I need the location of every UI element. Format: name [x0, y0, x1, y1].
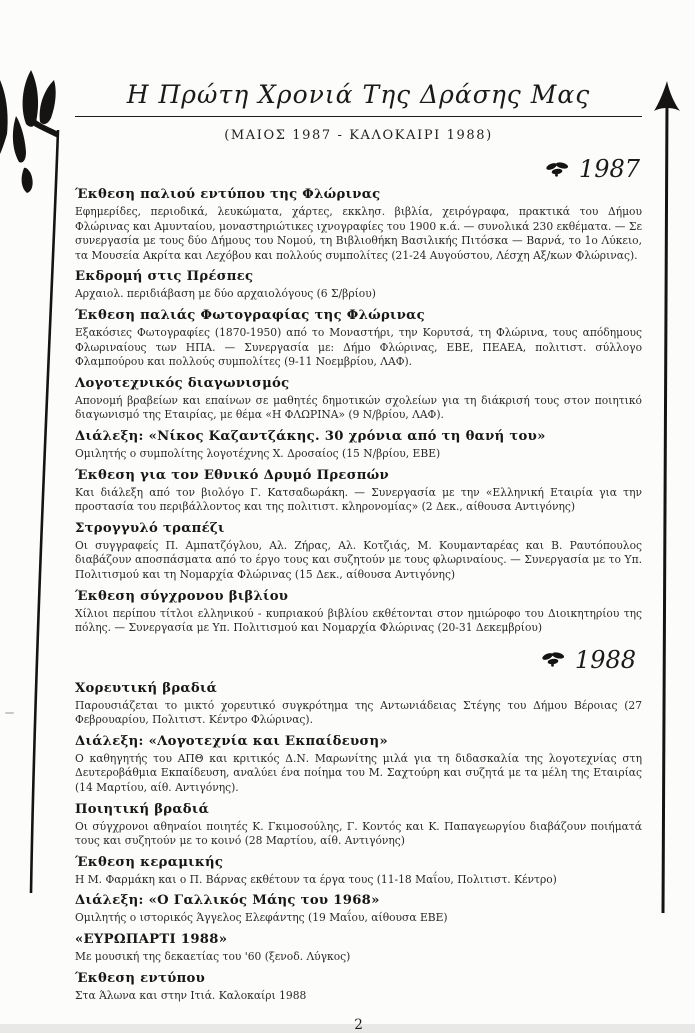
event-body: Αρχαιολ. περιδιάβαση με δύο αρχαιολόγους (6 Σ/βρίου)	[75, 287, 376, 301]
event-body: Ομιλητής ο συμπολίτης λογοτέχνης Χ. Δροσαίος (15 Ν/βρίου, ΕΒΕ)	[75, 446, 441, 460]
event-title: Ποιητική βραδιά	[75, 801, 210, 817]
event-title: Έκθεση κεραμικής	[75, 854, 224, 870]
event-section	[75, 468, 642, 515]
event-body: Η Μ. Φαρμάκη και ο Π. Βάρνας εκθέτουν τα έργα τους (11-18 Μαΐου, Πολιτιστ. Κέντρο)	[75, 872, 557, 886]
leaf-clover-icon	[541, 651, 568, 668]
document-header	[75, 80, 642, 143]
event-section	[75, 734, 642, 796]
scan-artifact	[5, 712, 14, 714]
event-body: Με μουσική της δεκαετίας του '60 (ξενοδ. Λύγκος)	[75, 950, 351, 964]
events-list	[75, 157, 642, 1003]
year-marker	[75, 157, 640, 181]
event-title: Διάλεξη: «Λογοτεχνία και Εκπαίδευση»	[75, 733, 388, 749]
page-content	[75, 80, 642, 1033]
event-title: Εκδρομή στις Πρέσπες	[75, 269, 254, 285]
event-section	[75, 681, 642, 728]
event-title: Λογοτεχνικός διαγωνισμός	[75, 375, 290, 391]
event-section	[75, 589, 642, 636]
event-body: Οι σύγχρονοι αθηναίοι ποιητές Κ. Γκιμοσούλης, Γ. Κοντός και Κ. Παπαγεωργίου διαβάζουν ποιήματά τους και συζητούν με το κοινό (28 Μαρτίου, αίθ. Αντιγόνης)	[75, 819, 642, 848]
event-title: Έκθεση για τον Εθνικό Δρυμό Πρεσπών	[75, 467, 389, 483]
event-title: Έκθεση παλιάς Φωτογραφίας της Φλώρινας	[75, 307, 425, 323]
title-underline	[75, 116, 642, 117]
event-body: Εξακόσιες Φωτογραφίες (1870-1950) από το Μοναστήρι, την Κορυτσά, τη Φλώρινα, τους απόδημους Φλωριναίους των ΗΠΑ. — Συνεργασία με: Δήμο Φλώρινας, ΕΒΕ, ΠΕΑΕΑ, πολιτιστ. σύλλογο Φλαμπούρου και πολλούς συμπολίτες (9-11 Νοεμβρίου, ΛΑΦ).	[75, 325, 642, 369]
floral-flourish-ornament	[0, 60, 80, 905]
event-body: Στα Άλωνα και στην Ιτιά. Καλοκαίρι 1988	[75, 988, 307, 1002]
event-section	[75, 269, 642, 302]
event-title: Έκθεση παλιού εντύπου της Φλώρινας	[75, 187, 381, 202]
event-section	[75, 932, 642, 965]
event-body: Και διάλεξη από τον βιολόγο Γ. Κατσαδωράκη. — Συνεργασία με την «Ελληνική Εταιρία για την προστασία του περιβάλλοντος και της πολιτιστ. κληρονομίας» (2 Δεκ., αίθουσα Αντιγόνης)	[75, 485, 642, 514]
event-section	[75, 521, 642, 583]
event-body: Εφημερίδες, περιοδικά, λευκώματα, χάρτες, εκκλησ. βιβλία, χειρόγραφα, πρακτικά του Δήμου Φλώρινας και Αμυνταίου, μοναστηριώτικες ιχνογραφίες του 1900 κ.ά. — συνολικά 230 εκθέματα. — Σε συνεργασία με τους δύο Δήμους του Νομού, τη Βιβλιοθήκη Βασιλικής Πιτόσκα — Βαρνά, το 1ο Λύκειο, τα Μουσεία Ακρίτα και Λεχόβου και πολλούς συμπολίτες (21-24 Αυγούστου, Λέσχη Αξ/κων Φλώρινας).	[75, 205, 642, 262]
event-body: Ομιλητής ο ιστορικός Άγγελος Ελεφάντης (19 Μαΐου, αίθουσα ΕΒΕ)	[75, 911, 448, 925]
event-section	[75, 376, 642, 423]
event-section	[75, 971, 642, 1004]
event-title: Έκθεση σύγχρονου βιβλίου	[75, 588, 289, 604]
event-section	[75, 802, 642, 849]
page-number: 2	[354, 1017, 363, 1033]
year-label: 1987	[578, 155, 640, 183]
event-title: Στρογγυλό τραπέζι	[75, 520, 225, 536]
year-label: 1988	[574, 645, 636, 674]
event-body: Χίλιοι περίπου τίτλοι ελληνικού - κυπριακού βιβλίου εκθέτονται στον ημιώροφο του Διοικητηρίου της πόλης. — Συνεργασία με Υπ. Πολιτισμού και Νομαρχία Φλώρινας (20-31 Δεκεμβρίου)	[75, 606, 642, 635]
event-section	[75, 187, 642, 263]
page-subtitle: (ΜΑΙΟΣ 1987 - ΚΑΛΟΚΑΙΡΙ 1988)	[224, 128, 493, 143]
event-body: Ο καθηγητής του ΑΠΘ και κριτικός Δ.Ν. Μαρωνίτης μιλά για τη διδασκαλία της λογοτεχνίας στη Δευτεροβάθμια Εκπαίδευση, αναλύει ένα ποίημα του Μ. Σαχτούρη και συζητά με τα μέλη της Εταιρίας (14 Μαρτίου, αίθ. Αντιγόνης).	[75, 751, 642, 795]
event-section	[75, 855, 642, 888]
event-title: Διάλεξη: «Ο Γαλλικός Μάης του 1968»	[75, 893, 380, 909]
up-arrow-rule	[640, 75, 695, 920]
event-title: «ΕΥΡΩΠΑΡΤΙ 1988»	[75, 932, 228, 948]
event-title: Έκθεση εντύπου	[75, 970, 206, 986]
leaf-clover-icon	[545, 161, 572, 178]
event-title: Διάλεξη: «Νίκος Καζαντζάκης. 30 χρόνια από τη θανή του»	[75, 428, 546, 444]
page-title: Η Πρώτη Χρονιά Της Δράσης Μας	[126, 80, 591, 109]
event-body: Οι συγγραφείς Π. Αμπατζόγλου, Αλ. Ζήρας, Αλ. Κοτζιάς, Μ. Κουμανταρέας και Β. Ραυτόπουλος διαβάζουν αποσπάσματα από το έργο τους και συζητούν με τους φλωριναίους. — Συνεργασία με το Υπ. Πολιτισμού και τη Νομαρχία Φλώρινας (15 Δεκ., αίθουσα Αντιγόνης)	[75, 538, 642, 581]
year-marker	[75, 645, 636, 674]
event-section	[75, 308, 642, 370]
event-body: Απονομή βραβείων και επαίνων σε μαθητές δημοτικών σχολείων για τη διάκρισή τους στον ποιητικό διαγωνισμό της Εταιρίας, με θέμα «Η ΦΛΩΡΙΝΑ» (9 Ν/βρίου, ΛΑΦ).	[75, 393, 642, 422]
event-body: Παρουσιάζεται το μικτό χορευτικό συγκρότημα της Αντωνιάδειας Στέγης του Δήμου Βέροιας (27 Φεβρουαρίου, Πολιτιστ. Κέντρο Φλώρινας).	[75, 698, 642, 727]
event-section	[75, 893, 642, 926]
event-title: Χορευτική βραδιά	[75, 680, 218, 696]
event-section	[75, 429, 642, 462]
